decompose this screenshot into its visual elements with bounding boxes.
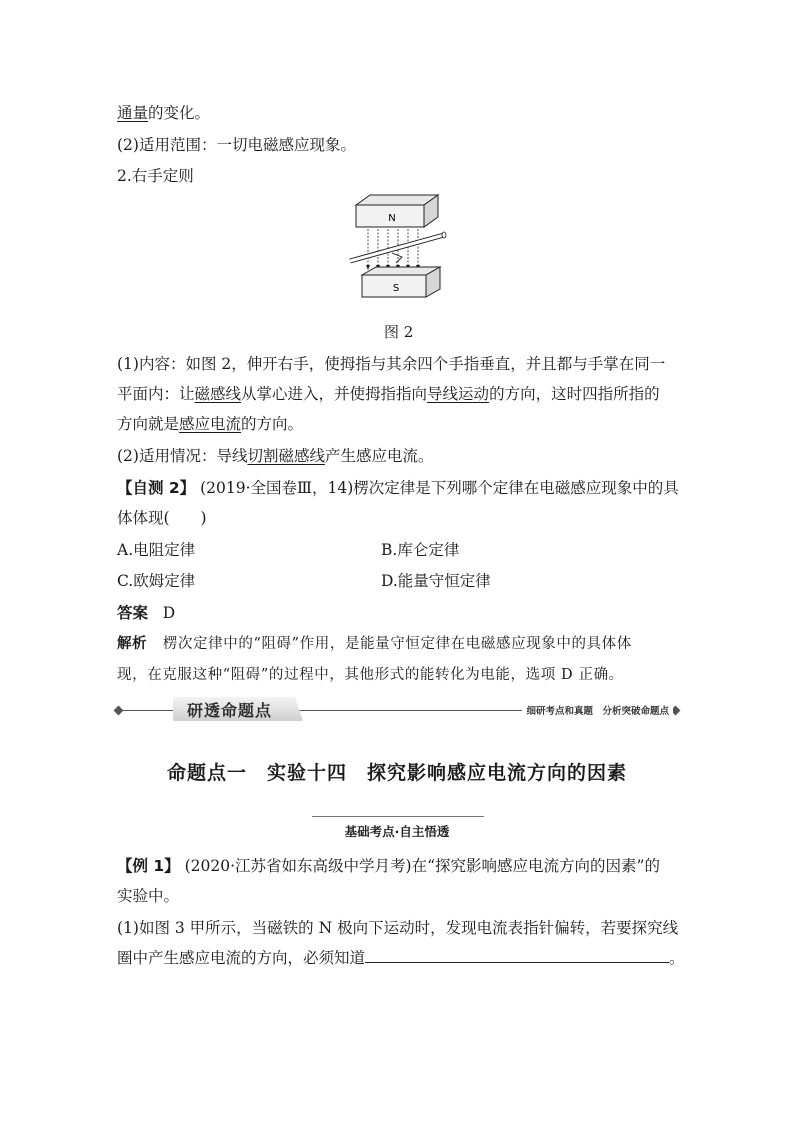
option-c: C.欧姆定律 bbox=[117, 572, 196, 590]
right-hand-rule-figure bbox=[348, 193, 448, 305]
subhead-rule bbox=[312, 816, 484, 817]
banner-subtitle: 细研考点和真题 分析突破命题点 bbox=[522, 703, 673, 717]
self-test-question: 【自测 2】 (2019·全国卷Ⅲ，14)楞次定律是下列哪个定律在电磁感应现象中的具 bbox=[117, 479, 679, 497]
banner-dot bbox=[114, 706, 124, 716]
option-b: B.库仑定律 bbox=[381, 541, 460, 559]
text-line: (1)内容：如图 2，伸开右手，使拇指与其余四个手指垂直，并且都与手掌在同一 bbox=[117, 355, 666, 373]
answer-line bbox=[117, 603, 175, 623]
north-pole-label: N bbox=[388, 213, 396, 224]
underlined-term: 通量 bbox=[117, 104, 149, 122]
answer-label: 答案 bbox=[117, 604, 149, 622]
text-line: 实验中。 bbox=[117, 887, 180, 905]
text-line: 通量的变化。 bbox=[117, 104, 211, 122]
underlined-term: 磁感线 bbox=[194, 385, 242, 403]
text-line: 方向就是感应电流的方向。 bbox=[117, 415, 304, 433]
option-d: D.能量守恒定律 bbox=[381, 572, 491, 590]
magnet-diagram bbox=[348, 193, 448, 305]
section-banner bbox=[117, 697, 677, 723]
analysis-line: 解析 楞次定律中的“阻碍”作用，是能量守恒定律在电磁感应现象中的具体体 bbox=[117, 636, 632, 652]
text-line: (2)适用范围：一切电磁感应现象。 bbox=[117, 136, 356, 154]
section-heading: 2.右手定则 bbox=[117, 167, 194, 185]
option-a: A.电阻定律 bbox=[117, 541, 196, 559]
text-line: 圈中产生感应电流的方向，必须知道 。 bbox=[117, 949, 685, 967]
text-line: 平面内：让磁感线从掌心进入，并使拇指指向导线运动的方向，这时四指所指的 bbox=[117, 385, 660, 403]
example-tag: 【例 1】 bbox=[117, 857, 180, 875]
analysis-label: 解析 bbox=[117, 636, 148, 652]
banner-title: 研透命题点 bbox=[187, 701, 273, 720]
text-line: 体体现( ) bbox=[117, 509, 207, 527]
example-question: 【例 1】 (2020·江苏省如东高级中学月考)在“探究影响感应电流方向的因素”的 bbox=[117, 857, 660, 875]
answer-blank bbox=[365, 948, 669, 963]
south-pole-label: S bbox=[392, 283, 400, 294]
underlined-term: 切割磁感线 bbox=[247, 447, 325, 465]
underlined-term: 感应电流 bbox=[179, 415, 242, 433]
figure-caption: 图 2 bbox=[384, 323, 414, 341]
section-title: 命题点一 实验十四 探究影响感应电流方向的因素 bbox=[166, 762, 627, 784]
analysis-line: 现，在克服这种“阻碍”的过程中，其他形式的能转化为电能，选项 D 正确。 bbox=[117, 667, 624, 683]
underlined-term: 导线运动 bbox=[427, 385, 490, 403]
text-line: (1)如图 3 甲所示，当磁铁的 N 极向下运动时，发现电流表指针偏转，若要探究线 bbox=[117, 919, 679, 937]
answer-value: D bbox=[162, 604, 176, 622]
self-test-tag: 【自测 2】 bbox=[117, 479, 196, 497]
text-line: (2)适用情况：导线切割磁感线产生感应电流。 bbox=[117, 447, 434, 465]
section-subhead: 基础考点·自主悟透 bbox=[344, 824, 450, 839]
